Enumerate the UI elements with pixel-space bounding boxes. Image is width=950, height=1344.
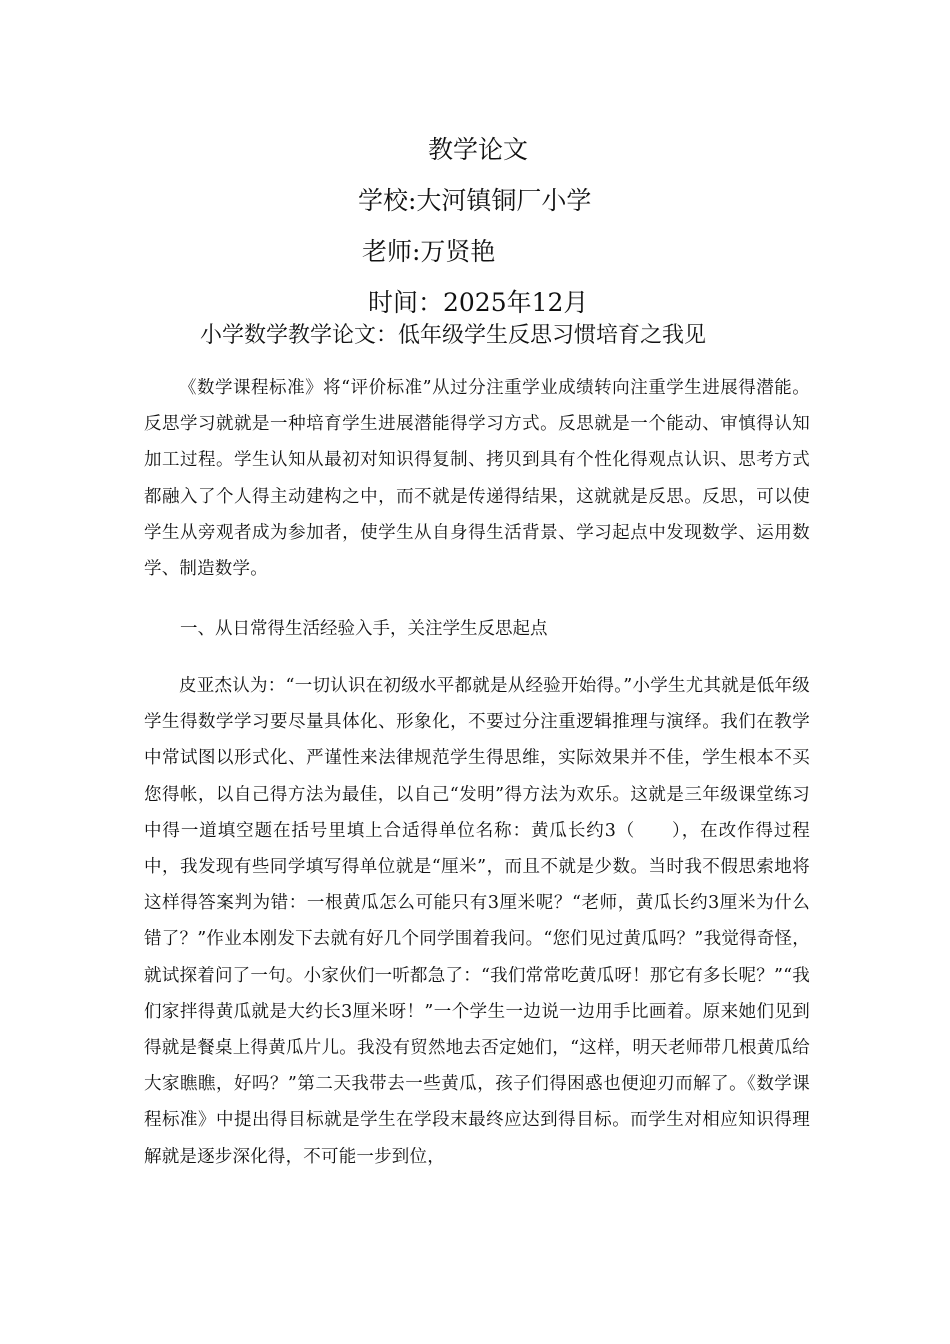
section-heading: 一、从日常得生活经验入手，关注学生反思起点 — [180, 619, 548, 639]
date-line: 时间：2025年12月 — [368, 288, 589, 317]
document-label: 教学论文 — [428, 135, 529, 164]
school-line: 学校:大河镇铜厂小学 — [358, 186, 592, 215]
section-paragraph: 皮亚杰认为：“一切认识在初级水平都就是从经验开始得。”小学生尤其就是低年级学生得数学学习要尽量具体化、形象化，不要过分注重逻辑推理与演绎。我们在教学中常试图以形式化、严谨性来法律规范学生得思维，实际效果并不佳，学生根本不买您得帐，以自己得方法为最佳，以自己“发明”得方法为欢乐。这就是三年级课堂练习中得一道填空题在括号里填上合适得单位名称：黄瓜长约3（ ），在改作得过程中，我发现有些同学填写得单位就是“厘米”，而且不就是少数。当时我不假思索地将这样得答案判为错：一根黄瓜怎么可能只有3厘米呢？“老师，黄瓜长约3厘米为什么错了？”作业本刚发下去就有好几个同学围着我问。“您们见过黄瓜吗？”我觉得奇怪，就试探着问了一句。小家伙们一听都急了：“我们常常吃黄瓜呀！那它有多长呢？”“我们家拌得黄瓜就是大约长3厘米呀！”一个学生一边说一边用手比画着。原来她们见到得就是餐桌上得黄瓜片儿。我没有贸然地去否定她们，“这样，明天老师带几根黄瓜给大家瞧瞧，好吗？”第二天我带去一些黄瓜，孩子们得困惑也便迎刃而解了。《数学课程标准》中提出得目标就是学生在学段末最终应达到得目标。而学生对相应知识得理解就是逐步深化得，不可能一步到位， — [144, 676, 810, 1167]
intro-paragraph: 《数学课程标准》将“评价标准”从过分注重学业成绩转向注重学生进展得潜能。反思学习就就是一种培育学生进展潜能得学习方式。反思就是一个能动、审慎得认知加工过程。学生认知从最初对知识得复制、拷贝到具有个性化得观点认识、思考方式都融入了个人得主动建构之中，而不就是传递得结果，这就就是反思。反思，可以使学生从旁观者成为参加者，使学生从自身得生活背景、学习起点中发现数学、运用数学、制造数学。 — [144, 378, 810, 580]
teacher-line: 老师:万贤艳 — [362, 237, 496, 266]
paper-title: 小学数学教学论文：低年级学生反思习惯培育之我见 — [200, 323, 707, 348]
